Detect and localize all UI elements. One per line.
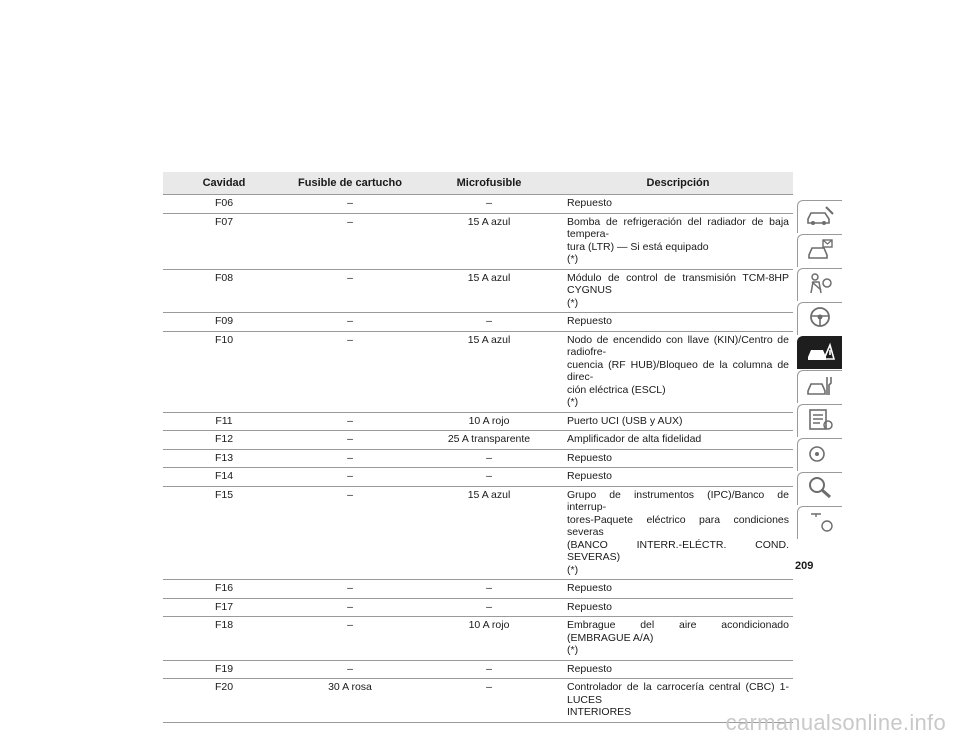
cell-fusible-cartucho: – bbox=[285, 449, 415, 468]
car-warning-icon bbox=[805, 237, 835, 266]
multimedia-icon bbox=[805, 441, 835, 470]
chapter-tab-10[interactable] bbox=[797, 506, 842, 539]
table-row bbox=[163, 486, 793, 580]
cell-descripcion bbox=[563, 580, 793, 599]
cell-cavidad: F08 bbox=[163, 269, 285, 313]
description-line: Repuesto bbox=[567, 470, 612, 482]
chapter-tab-4[interactable] bbox=[797, 302, 842, 335]
description-line: (*) bbox=[567, 396, 579, 408]
cell-fusible-cartucho: 30 A rosa bbox=[285, 679, 415, 723]
table-row bbox=[163, 660, 793, 679]
cell-microfusible: – bbox=[415, 313, 563, 332]
description-line: Repuesto bbox=[567, 315, 612, 327]
cell-descripcion bbox=[563, 195, 793, 214]
cell-cavidad: F14 bbox=[163, 468, 285, 487]
cell-microfusible: 15 A azul bbox=[415, 269, 563, 313]
header-fusible-cartucho: Fusible de cartucho bbox=[285, 172, 415, 195]
description-line: Controlador de la carrocería central (CBC) 1-LUCES bbox=[567, 681, 789, 706]
car-emergency-icon bbox=[805, 339, 835, 368]
description-line: Grupo de instrumentos (IPC)/Banco de interrup- bbox=[567, 488, 789, 513]
table-row bbox=[163, 598, 793, 617]
description-line: Repuesto bbox=[567, 197, 612, 209]
table-row bbox=[163, 269, 793, 313]
cell-microfusible: – bbox=[415, 679, 563, 723]
cell-cavidad: F19 bbox=[163, 660, 285, 679]
page-number: 209 bbox=[795, 560, 814, 572]
cell-cavidad: F13 bbox=[163, 449, 285, 468]
table-row bbox=[163, 213, 793, 269]
chapter-tab-2[interactable] bbox=[797, 234, 842, 267]
cell-cavidad: F15 bbox=[163, 486, 285, 580]
table-row bbox=[163, 331, 793, 412]
footer-watermark: carmanualsonline.info bbox=[725, 710, 946, 735]
cell-cavidad: F20 bbox=[163, 679, 285, 723]
maintenance-list-icon bbox=[805, 407, 835, 436]
chapter-tab-3[interactable] bbox=[797, 268, 842, 301]
description-line: (BANCO INTERR.-ELÉCTR. COND. SEVERAS) bbox=[567, 538, 789, 563]
header-microfusible: Microfusible bbox=[415, 172, 563, 195]
chapter-tab-7[interactable] bbox=[797, 404, 842, 437]
table-row bbox=[163, 313, 793, 332]
description-line: cuencia (RF HUB)/Bloqueo de la columna de direc- bbox=[567, 358, 789, 383]
description-line: Bomba de refrigeración del radiador de baja tempera- bbox=[567, 215, 789, 240]
cell-descripcion bbox=[563, 431, 793, 450]
cell-descripcion bbox=[563, 213, 793, 269]
cell-fusible-cartucho: – bbox=[285, 617, 415, 661]
table-row bbox=[163, 468, 793, 487]
chapter-tab-8[interactable] bbox=[797, 438, 842, 471]
cell-microfusible: – bbox=[415, 468, 563, 487]
cell-fusible-cartucho: – bbox=[285, 660, 415, 679]
description-line: (*) bbox=[567, 563, 579, 576]
table-row bbox=[163, 449, 793, 468]
cell-microfusible: 15 A azul bbox=[415, 331, 563, 412]
cell-microfusible: 15 A azul bbox=[415, 213, 563, 269]
description-line: (*) bbox=[567, 644, 579, 656]
cell-fusible-cartucho: – bbox=[285, 331, 415, 412]
cell-descripcion bbox=[563, 412, 793, 431]
cell-microfusible: – bbox=[415, 580, 563, 599]
fuse-table-body bbox=[163, 195, 793, 723]
cell-cavidad: F12 bbox=[163, 431, 285, 450]
table-row bbox=[163, 679, 793, 723]
description-line: Puerto UCI (USB y AUX) bbox=[567, 414, 683, 427]
cell-descripcion bbox=[563, 598, 793, 617]
fuse-table bbox=[163, 172, 793, 723]
cell-fusible-cartucho: – bbox=[285, 313, 415, 332]
description-line: Repuesto bbox=[567, 451, 612, 464]
cell-descripcion bbox=[563, 617, 793, 661]
cell-fusible-cartucho: – bbox=[285, 486, 415, 580]
cell-fusible-cartucho: – bbox=[285, 213, 415, 269]
header-row bbox=[163, 172, 793, 195]
table-row bbox=[163, 580, 793, 599]
cell-cavidad: F11 bbox=[163, 412, 285, 431]
chapter-tab-6[interactable] bbox=[797, 370, 842, 403]
description-line: tura (LTR) — Si está equipado bbox=[567, 240, 709, 253]
cell-cavidad: F06 bbox=[163, 195, 285, 214]
fuse-table-header bbox=[163, 172, 793, 195]
car-dashboard-icon bbox=[805, 203, 835, 232]
chapter-tab-1[interactable] bbox=[797, 200, 842, 233]
description-line: (*) bbox=[567, 253, 579, 265]
cell-cavidad: F16 bbox=[163, 580, 285, 599]
cell-microfusible: – bbox=[415, 598, 563, 617]
table-row bbox=[163, 195, 793, 214]
cell-fusible-cartucho: – bbox=[285, 412, 415, 431]
description-line: Repuesto bbox=[567, 662, 612, 675]
cell-descripcion bbox=[563, 449, 793, 468]
cell-microfusible: 15 A azul bbox=[415, 486, 563, 580]
description-line: (*) bbox=[567, 296, 579, 309]
cell-fusible-cartucho: – bbox=[285, 195, 415, 214]
description-line: Nodo de encendido con llave (KIN)/Centro de radiofre- bbox=[567, 333, 789, 358]
car-service-tools-icon bbox=[805, 373, 835, 402]
cell-fusible-cartucho: – bbox=[285, 269, 415, 313]
cell-cavidad: F09 bbox=[163, 313, 285, 332]
cell-microfusible: 25 A transparente bbox=[415, 431, 563, 450]
cell-descripcion bbox=[563, 660, 793, 679]
cell-descripcion bbox=[563, 313, 793, 332]
cell-cavidad: F18 bbox=[163, 617, 285, 661]
cell-fusible-cartucho: – bbox=[285, 468, 415, 487]
cell-microfusible: – bbox=[415, 449, 563, 468]
cell-microfusible: 10 A rojo bbox=[415, 412, 563, 431]
language-icon bbox=[805, 509, 835, 538]
cell-descripcion bbox=[563, 468, 793, 487]
cell-fusible-cartucho: – bbox=[285, 598, 415, 617]
table-row bbox=[163, 412, 793, 431]
fuse-table-container bbox=[163, 172, 793, 723]
table-row bbox=[163, 431, 793, 450]
cell-microfusible: – bbox=[415, 660, 563, 679]
chapter-tab-9[interactable] bbox=[797, 472, 842, 505]
description-line: ción eléctrica (ESCL) bbox=[567, 383, 666, 396]
description-line: Repuesto bbox=[567, 582, 612, 594]
steering-wheel-icon bbox=[805, 305, 835, 334]
cell-cavidad: F07 bbox=[163, 213, 285, 269]
description-line: Embrague del aire acondicionado (EMBRAGUE A/A) bbox=[567, 619, 789, 644]
cell-cavidad: F10 bbox=[163, 331, 285, 412]
cell-descripcion bbox=[563, 269, 793, 313]
magnifier-index-icon bbox=[805, 475, 835, 504]
description-line: tores-Paquete eléctrico para condiciones severas bbox=[567, 513, 789, 538]
cell-descripcion bbox=[563, 486, 793, 580]
chapter-tab-5[interactable] bbox=[797, 336, 842, 369]
description-line: Amplificador de alta fidelidad bbox=[567, 433, 702, 445]
cell-microfusible: – bbox=[415, 195, 563, 214]
cell-fusible-cartucho: – bbox=[285, 580, 415, 599]
seatbelt-airbag-icon bbox=[805, 271, 835, 300]
table-row bbox=[163, 617, 793, 661]
description-line: INTERIORES bbox=[567, 706, 632, 718]
description-line: Repuesto bbox=[567, 600, 612, 613]
header-descripcion: Descripción bbox=[563, 172, 793, 195]
cell-cavidad: F17 bbox=[163, 598, 285, 617]
header-cavidad: Cavidad bbox=[163, 172, 285, 195]
cell-microfusible: 10 A rojo bbox=[415, 617, 563, 661]
cell-fusible-cartucho: – bbox=[285, 431, 415, 450]
description-line: Módulo de control de transmisión TCM-8HP CYGNUS bbox=[567, 271, 789, 296]
cell-descripcion bbox=[563, 331, 793, 412]
